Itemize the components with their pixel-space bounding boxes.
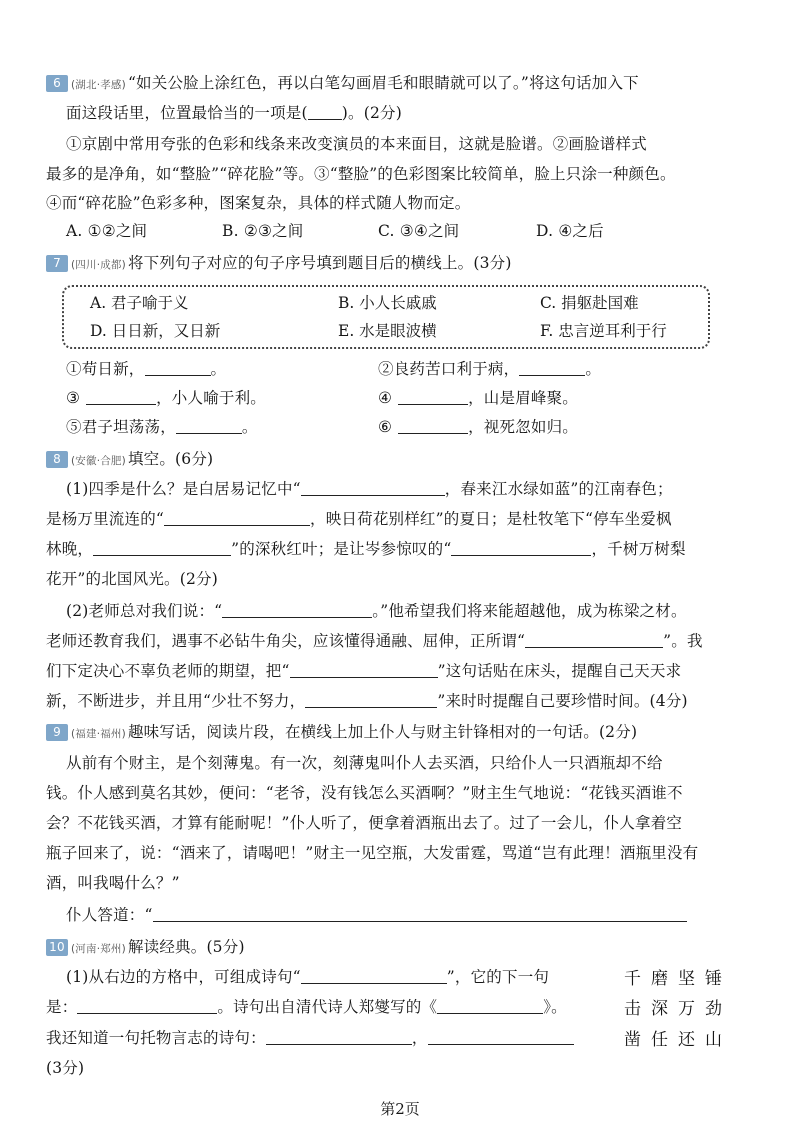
question-number-badge: 9	[46, 724, 68, 741]
fill-blank[interactable]	[398, 389, 468, 405]
q10-line-5: (3分)	[46, 1059, 85, 1077]
q8-line-5: 花开”的北国风光。(2分)	[46, 570, 218, 588]
grid-char: 凿	[624, 1030, 641, 1050]
fill-blank[interactable]	[451, 540, 591, 556]
question-source: (河南·郑州)	[71, 943, 126, 955]
fill-prompt: ⑤君子坦荡荡，	[66, 418, 176, 436]
grid-char: 坚	[678, 969, 695, 989]
q6-passage-2: 最多的是净角，如“整脸”“碎花脸”等。③“整脸”的色彩图案比较简单，脸上只涂一种颜色。	[46, 165, 676, 183]
q6-line-2	[66, 102, 402, 124]
fill-blank[interactable]	[176, 418, 242, 434]
q8-line-2	[66, 478, 673, 500]
question-number-badge: 7	[46, 255, 68, 272]
grid-char: 还	[678, 1030, 695, 1050]
question-source: (福建·福州)	[71, 728, 126, 740]
q7-fill-3	[66, 387, 266, 409]
text-segment: 我还知道一句托物言志的诗句：	[46, 1029, 266, 1047]
q8-line-9	[46, 690, 688, 712]
text-segment: (1)从右边的方格中，可组成诗句“	[66, 968, 301, 986]
fill-blank[interactable]	[86, 389, 156, 405]
q9-passage-2: 钱。仆人感到莫名其妙，便问：“老爷，没有钱怎么买酒啊？”财主生气地说：“花钱买酒谁不	[46, 784, 683, 802]
q9-answer-line	[66, 904, 687, 926]
q6-line-1	[46, 72, 639, 96]
q7-fill-1	[66, 358, 226, 380]
text-segment: 。”他希望我们将来能超越他，成为栋梁之材。	[372, 602, 687, 620]
q10-stem: 解读经典。(5分)	[127, 938, 245, 956]
q7-box-option-d: D. 日日新，又日新	[90, 322, 221, 340]
grid-char: 磨	[651, 969, 668, 989]
text-segment: ”的深秋红叶；是让岑参惊叹的“	[231, 540, 452, 558]
q8-line-7	[46, 630, 703, 652]
text-segment: ，映日荷花别样红”的夏日；是杜牧笔下“停车坐爱枫	[310, 510, 672, 528]
fill-prompt: ④	[378, 389, 393, 407]
q9-passage-3: 会？不花钱买酒，才算有能耐呢！”仆人听了，便拿着酒瓶出去了。过了一会儿，仆人拿着空	[46, 814, 683, 832]
q8-line-3	[46, 508, 672, 530]
text-segment: 。诗句出自清代诗人郑燮写的《	[217, 998, 438, 1016]
grid-char: 劲	[705, 999, 722, 1019]
text-segment: ”，它的下一句	[446, 968, 550, 986]
fill-suffix: 。	[241, 418, 258, 436]
fill-suffix: ，山是眉峰聚。	[468, 389, 579, 407]
fill-prompt: ⑥	[378, 418, 393, 436]
fill-suffix: ，视死忽如归。	[468, 418, 579, 436]
grid-char: 锤	[705, 969, 722, 989]
q8-line-6	[66, 600, 687, 622]
fill-blank[interactable]	[290, 662, 438, 678]
q6-option-a: A. ①②之间	[66, 222, 148, 240]
q8-line-4	[46, 538, 686, 560]
q6-option-c: C. ③④之间	[378, 222, 460, 240]
q7-fill-5	[66, 416, 258, 438]
grid-char: 击	[624, 999, 641, 1019]
q8-line-1	[46, 448, 213, 472]
question-number-badge: 10	[46, 939, 68, 956]
text-segment: ”来时时提醒自己要珍惜时间。(4分)	[437, 692, 688, 710]
text-segment: ”。我	[663, 632, 703, 650]
grid-char: 任	[651, 1030, 668, 1050]
fill-blank[interactable]	[398, 418, 468, 434]
fill-blank[interactable]	[301, 968, 447, 984]
text-segment: (2)老师总对我们说：“	[66, 602, 223, 620]
q6-passage-3: ④而“碎花脸”色彩多种，图案复杂，具体的样式随人物而定。	[46, 194, 471, 212]
answer-prompt: 仆人答道：“	[66, 906, 153, 924]
grid-char: 山	[705, 1030, 722, 1050]
fill-blank[interactable]	[266, 1029, 412, 1045]
fill-prompt: ①苟日新，	[66, 360, 145, 378]
q9-line-1	[46, 721, 637, 745]
page-number: 第2页	[380, 1100, 420, 1118]
text-segment: ，千树万树梨	[591, 540, 686, 558]
q7-box-option-c: C. 捐躯赴国难	[540, 294, 639, 312]
q6-stem: “如关公脸上涂红色，再以白笔勾画眉毛和眼睛就可以了。”将这句话加入下	[127, 74, 639, 92]
grid-char: 千	[624, 969, 641, 989]
question-source: (安徽·合肥)	[71, 455, 126, 467]
fill-blank[interactable]	[222, 602, 372, 618]
q6-score: )。(2分)	[341, 104, 402, 122]
q9-passage-4: 瓶子回来了，说：“酒来了，请喝吧！”财主一见空瓶，大发雷霆，骂道“岂有此理！酒瓶里没有	[46, 844, 699, 862]
q7-box-option-b: B. 小人长戚戚	[338, 294, 437, 312]
q8-stem: 填空。(6分)	[127, 450, 214, 468]
text-segment: 是：	[46, 998, 78, 1016]
q7-box-option-e: E. 水是眼波横	[338, 322, 437, 340]
fill-blank[interactable]	[525, 632, 663, 648]
text-segment: 是杨万里流连的“	[46, 510, 165, 528]
q9-passage-1: 从前有个财主，是个刻薄鬼。有一次，刻薄鬼叫仆人去买酒，只给仆人一只酒瓶却不给	[66, 754, 663, 772]
answer-blank[interactable]	[153, 906, 687, 922]
fill-blank[interactable]	[428, 1029, 574, 1045]
fill-suffix: 。	[210, 360, 227, 378]
text-segment: 们下定决心不辜负老师的期望，把“	[46, 662, 290, 680]
answer-paren-blank[interactable]	[308, 104, 342, 120]
text-segment: ，	[411, 1029, 428, 1047]
fill-blank[interactable]	[519, 360, 585, 376]
fill-blank[interactable]	[305, 692, 437, 708]
question-source: (湖北·孝感)	[71, 79, 126, 91]
q10-line-2	[66, 966, 549, 988]
text-segment: (1)四季是什么？是白居易记忆中“	[66, 480, 301, 498]
q7-fill-4	[378, 387, 578, 409]
q6-option-d: D. ④之后	[536, 222, 604, 240]
q8-line-8	[46, 660, 681, 682]
fill-prompt: ③	[66, 389, 81, 407]
question-source: (四川·成都)	[71, 259, 126, 271]
text-segment: 老师还教育我们，遇事不必钻牛角尖，应该懂得通融、屈伸，正所谓“	[46, 632, 526, 650]
q6-stem-part: 面这段话里，位置最恰当的一项是(	[66, 104, 308, 122]
q7-fill-6	[378, 416, 578, 438]
fill-blank[interactable]	[301, 480, 445, 496]
q7-stem: 将下列句子对应的句子序号填到题目后的横线上。(3分)	[127, 254, 512, 272]
q10-line-4	[46, 1027, 574, 1049]
fill-suffix: 。	[585, 360, 602, 378]
text-segment: 林晚，	[46, 540, 94, 558]
grid-char: 万	[678, 999, 695, 1019]
q10-line-1	[46, 936, 245, 960]
fill-blank[interactable]	[164, 510, 310, 526]
text-segment: 》。	[543, 998, 567, 1016]
q9-stem: 趣味写话，阅读片段，在横线上加上仆人与财主针锋相对的一句话。(2分)	[127, 723, 638, 741]
text-segment: ”这句话贴在床头，提醒自己天天求	[437, 662, 682, 680]
fill-blank[interactable]	[437, 998, 543, 1014]
text-segment: ，春来江水绿如蓝”的江南春色；	[444, 480, 673, 498]
q6-passage-1: ①京剧中常用夸张的色彩和线条来改变演员的本来面目，这就是脸谱。②画脸谱样式	[66, 135, 647, 153]
fill-prompt: ②良药苦口利于病，	[378, 360, 520, 378]
grid-char: 深	[651, 999, 668, 1019]
fill-blank[interactable]	[77, 998, 217, 1014]
question-number-badge: 8	[46, 451, 68, 468]
q7-box-option-a: A. 君子喻于义	[90, 294, 189, 312]
q7-fill-2	[378, 358, 601, 380]
text-segment: 新，不断进步，并且用“少壮不努力，	[46, 692, 306, 710]
question-number-badge: 6	[46, 75, 68, 92]
fill-suffix: ，小人喻于利。	[156, 389, 267, 407]
fill-blank[interactable]	[93, 540, 231, 556]
q7-box-option-f: F. 忠言逆耳利于行	[540, 322, 667, 340]
q9-passage-5: 酒，叫我喝什么？”	[46, 874, 180, 892]
q7-line-1	[46, 252, 512, 276]
q10-line-3	[46, 996, 567, 1018]
q6-option-b: B. ②③之间	[222, 222, 304, 240]
fill-blank[interactable]	[145, 360, 211, 376]
